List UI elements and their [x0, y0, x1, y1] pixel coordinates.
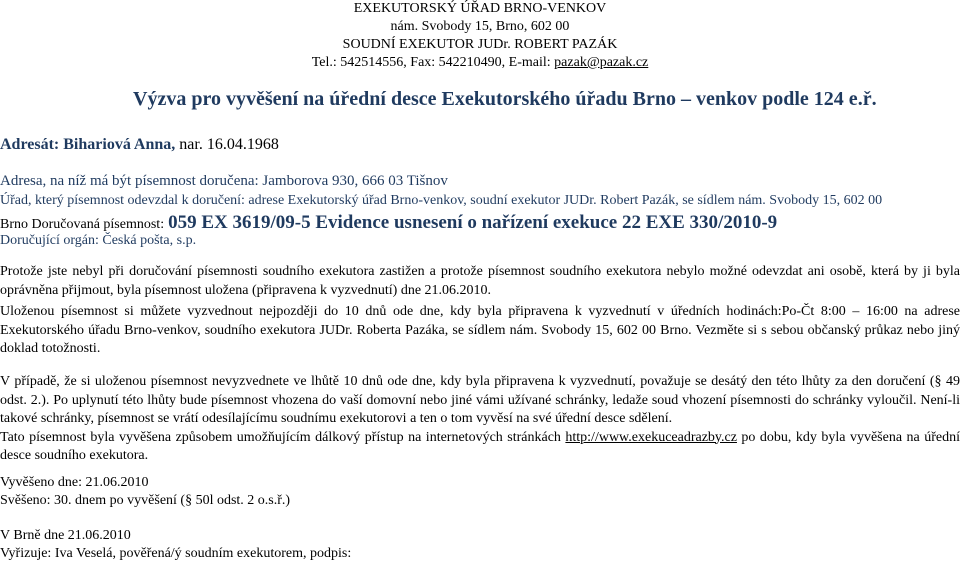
posting-dates	[0, 474, 290, 510]
paragraph-text: Protože jste nebyl při doručování písemnosti soudního exekutora zastižen a protože písemnost soudního exekutora nebylo možné odevzdat ani osobě, která by ji byla oprávněna přijmout, byla písemnost uložena (připravena k vyzvednutí) dne 21.06.2010.	[0, 264, 960, 298]
adresat-label: Adresát: Bihariová Anna,	[0, 136, 176, 153]
adresat-line	[0, 136, 279, 154]
office-address: nám. Svobody 15, Brno, 602 00	[390, 19, 570, 34]
paragraph-delivery-terms	[0, 373, 960, 466]
paragraph-pickup	[0, 303, 960, 359]
paragraph-not-found	[0, 263, 960, 300]
removal-date: Svěšeno: 30. dnem po vyvěšení (§ 50l odst. 2 o.s.ř.)	[0, 493, 291, 508]
handled-by: Vyřizuje: Iva Veselá, pověřená/ý soudním exekutorem, podpis:	[0, 546, 352, 561]
letterhead	[290, 0, 670, 72]
place-and-date: V Brně dne 21.06.2010	[0, 528, 131, 543]
office-name: EXEKUTORSKÝ ÚŘAD BRNO-VENKOV	[353, 1, 607, 16]
publication-text: Tato písemnost byla vyvěšena způsobem umožňujícím dálkový přístup na internetových stránkách	[0, 429, 566, 445]
publication-text-end: po dobu, kdy byla vyvěšena na úřední desce soudního exekutora.	[0, 429, 960, 463]
delivering-organ: Doručující orgán: Česká pošta, s.p.	[0, 233, 197, 248]
email-link[interactable]: pazak@pazak.cz	[554, 55, 649, 70]
posted-date: Vyvěšeno dne: 21.06.2010	[0, 475, 149, 490]
website-link[interactable]: http://www.exekuceadrazby.cz	[565, 429, 737, 445]
adresat-birthdate: nar. 16.04.1968	[175, 136, 279, 153]
signature-block	[0, 527, 351, 563]
delivered-document	[0, 212, 777, 234]
contact-line	[290, 54, 670, 72]
paragraph-text: Uloženou písemnost si můžete vyzvednout nejpozději do 10 dnů ode dne, kdy byla připravena k vyzvednutí v úředních hodinách:Po-Čt 8:00 – 16:00 na adrese Exekutorského úřadu Brno-venkov, soudního exekutora JUDr. Roberta Pazáka, se sídlem nám. Svobody 15, 602 00 Brno. Vezměte si s sebou občanský průkaz nebo jiný doklad totožnosti.	[0, 304, 960, 356]
delivery-address: Adresa, na níž má být písemnost doručena: Jamborova 930, 666 03 Tišnov	[0, 173, 448, 189]
sending-office: Úřad, který písemnost odevzdal k doručení: adrese Exekutorský úřad Brno-venkov, soudní exekutor JUDr. Robert Pazák, se sídlem nám. Svobody 15, 602 00	[0, 193, 883, 208]
document-title: Výzva pro vyvěšení na úřední desce Exekutorského úřadu Brno – venkov podle 124 e.ř.	[133, 88, 877, 110]
paragraph-text: V případě, že si uloženou písemnost nevyzvednete ve lhůtě 10 dnů ode dne, kdy byla připravena k vyzvednutí, považuje se desátý den této lhůty za den doručení (§ 49 odst. 2.). Po uplynutí této lhůty bude písemnost vhozena do vaší domovní nebo jiné vámi užívané schránky, ledaže soud vhození písemnosti do schránky vyloučil. Není-li takové schránky, písemnost se vrátí odesílajícímu soudnímu exekutorovi a ten o tom vyvěsí na své úřední desce sdělení.	[0, 374, 960, 426]
document-prefix: Brno Doručovaná písemnost:	[0, 217, 165, 232]
contact-prefix: Tel.: 542514556, Fax: 542210490, E-mail:	[311, 55, 555, 70]
document-id: 059 EX 3619/09-5 Evidence usnesení o nařízení exekuce 22 EXE 330/2010-9	[168, 212, 778, 233]
executor-name: SOUDNÍ EXEKUTOR JUDr. ROBERT PAZÁK	[342, 37, 618, 52]
paragraph-publication	[0, 429, 960, 466]
